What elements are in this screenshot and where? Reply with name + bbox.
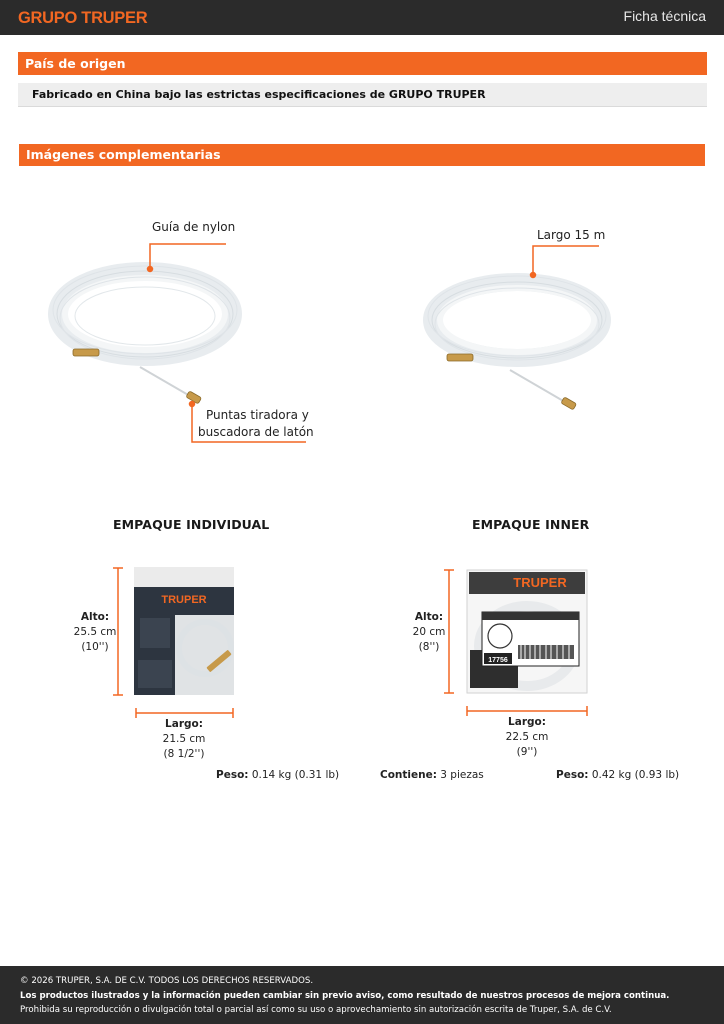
- callout-nylon-guide: Guía de nylon: [152, 220, 236, 234]
- origin-text: Fabricado en China bajo las estrictas especificaciones de GRUPO TRUPER: [32, 88, 486, 101]
- inner-weight: [556, 769, 679, 781]
- inner-length: [497, 715, 557, 760]
- brand-logo: GRUPO TRUPER: [18, 9, 148, 27]
- individual-weight: [216, 769, 339, 781]
- individual-package-brand: TRUPER: [161, 594, 207, 606]
- nylon-coil-left: [53, 266, 237, 359]
- individual-length-label: Largo:: [165, 718, 203, 730]
- inner-length-label: Largo:: [508, 716, 546, 728]
- individual-package-title: EMPAQUE INDIVIDUAL: [113, 517, 270, 532]
- callout-tips-line2: buscadora de latón: [198, 425, 314, 439]
- individual-height-cm: 25.5 cm: [73, 626, 117, 638]
- inner-label-code: 17756: [488, 657, 508, 664]
- individual-length-cm: 21.5 cm: [162, 733, 206, 745]
- page-footer: [0, 966, 724, 1024]
- inner-length-in: (9''): [516, 746, 538, 758]
- individual-height-in: (10''): [81, 641, 109, 653]
- individual-package-image: [134, 567, 234, 695]
- inner-length-cm: 22.5 cm: [505, 731, 549, 743]
- inner-package-title: EMPAQUE INNER: [472, 517, 590, 532]
- inner-height-cm: 20 cm: [412, 626, 446, 638]
- individual-weight-label: Peso:: [216, 769, 249, 781]
- nylon-coil-right: [428, 276, 606, 360]
- inner-weight-value: 0.42 kg (0.93 lb): [591, 769, 680, 781]
- inner-contents-label: Contiene:: [380, 769, 437, 781]
- individual-height-label: Alto:: [80, 611, 110, 623]
- origin-heading: País de origen: [18, 52, 707, 75]
- footer-notice: Los productos ilustrados y la información pueden cambiar sin previo aviso, como resultado de nuestros procesos de mejora continua.: [20, 991, 670, 1001]
- individual-weight-value: 0.14 kg (0.31 lb): [251, 769, 340, 781]
- inner-contents-value: 3 piezas: [440, 769, 484, 781]
- callout-tips-line1: Puntas tiradora y: [206, 408, 309, 422]
- footer-copyright: © 2026 TRUPER, S.A. DE C.V. TODOS LOS DERECHOS RESERVADOS.: [20, 976, 314, 986]
- inner-height-label: Alto:: [414, 611, 444, 623]
- individual-length-in: (8 1/2''): [163, 748, 205, 760]
- inner-height: [407, 610, 451, 655]
- inner-package-brand: TRUPER: [513, 575, 567, 590]
- document-type: Ficha técnica: [623, 8, 706, 24]
- inner-height-in: (8''): [418, 641, 440, 653]
- individual-length: [154, 717, 214, 762]
- inner-weight-label: Peso:: [556, 769, 589, 781]
- footer-legal: Prohibida su reproducción o divulgación total o parcial así como su uso o aprovechamiento sin autorización escrita de Truper, S.A. de C.V.: [20, 1005, 612, 1015]
- individual-height: [70, 610, 120, 655]
- images-heading: Imágenes complementarias: [19, 144, 705, 166]
- callout-length: Largo 15 m: [537, 228, 606, 242]
- inner-contents: [380, 769, 484, 781]
